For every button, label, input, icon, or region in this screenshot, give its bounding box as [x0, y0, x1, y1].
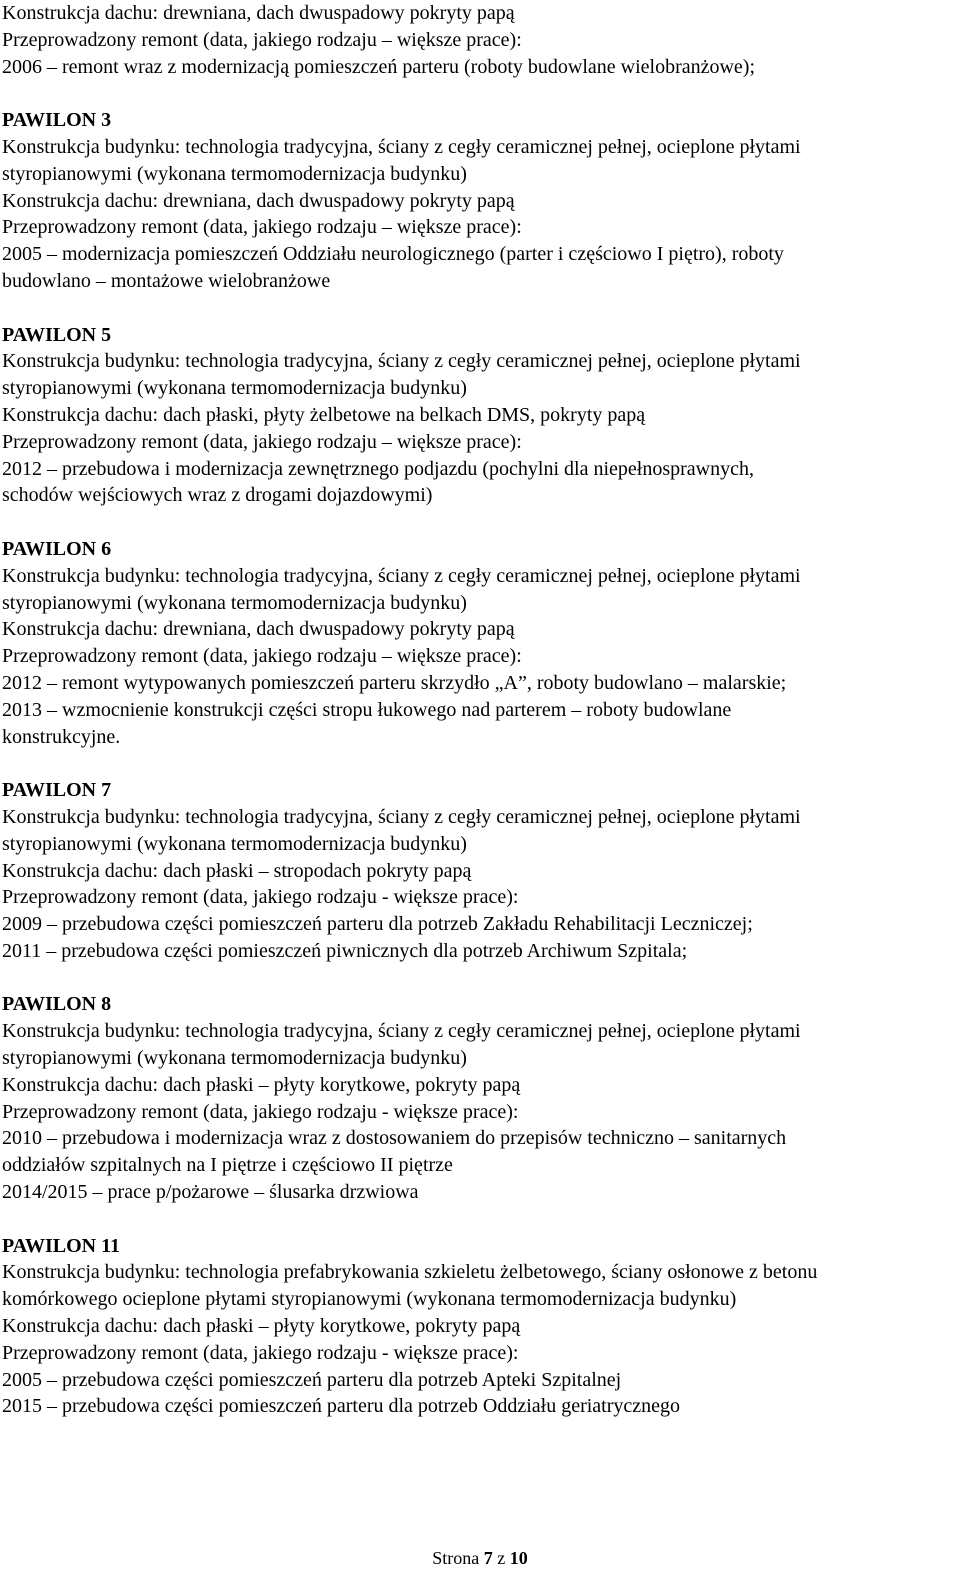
text-line: Konstrukcja dachu: dach płaski, płyty żelbetowe na belkach DMS, pokryty papą: [2, 403, 646, 426]
text-line: komórkowego ocieplone płytami styropianowymi (wykonana termomodernizacja budynku): [2, 1288, 737, 1311]
text-line: Przeprowadzony remont (data, jakiego rodzaju - większe prace):: [2, 1341, 519, 1364]
section-heading: PAWILON 7: [2, 779, 112, 802]
footer-middle: z: [492, 1548, 510, 1568]
section-heading: PAWILON 8: [2, 993, 112, 1016]
text-line: 2005 – modernizacja pomieszczeń Oddziału neurologicznego (parter i częściowo I piętro), roboty: [2, 243, 784, 266]
paragraph-spacer: [2, 965, 958, 992]
section-heading: PAWILON 6: [2, 537, 112, 560]
text-line: Konstrukcja budynku: technologia tradycyjna, ściany z cegły ceramicznej pełnej, ocieplone płytami: [2, 135, 801, 158]
text-line: Konstrukcja budynku: technologia tradycyjna, ściany z cegły ceramicznej pełnej, ocieplone płytami: [2, 805, 801, 828]
text-line: Przeprowadzony remont (data, jakiego rodzaju – większe prace):: [2, 28, 522, 51]
text-line: 2006 – remont wraz z modernizacją pomieszczeń parteru (roboty budowlane wielobranżowe);: [2, 55, 756, 78]
text-line: konstrukcyjne.: [2, 725, 121, 748]
section-heading: PAWILON 5: [2, 323, 112, 346]
paragraph-spacer: [2, 750, 958, 777]
section-heading: PAWILON 3: [2, 109, 112, 132]
text-line: Konstrukcja dachu: dach płaski – płyty korytkowe, pokryty papą: [2, 1073, 521, 1096]
text-line: Przeprowadzony remont (data, jakiego rodzaju - większe prace):: [2, 1100, 519, 1123]
document-body: [2, 0, 958, 1420]
text-line: Konstrukcja dachu: drewniana, dach dwuspadowy pokryty papą: [2, 189, 515, 212]
text-line: Konstrukcja budynku: technologia tradycyjna, ściany z cegły ceramicznej pełnej, ocieplone płytami: [2, 564, 801, 587]
footer-current-page: 7: [483, 1548, 493, 1568]
text-line: Przeprowadzony remont (data, jakiego rodzaju – większe prace):: [2, 216, 522, 239]
section-heading: PAWILON 11: [2, 1234, 120, 1257]
text-line: budowlano – montażowe wielobranżowe: [2, 269, 331, 292]
text-line: 2012 – przebudowa i modernizacja zewnętrznego podjazdu (pochylni dla niepełnosprawnych,: [2, 457, 754, 480]
paragraph-spacer: [2, 295, 958, 322]
footer-total-pages: 10: [509, 1548, 528, 1568]
text-line: 2015 – przebudowa części pomieszczeń parteru dla potrzeb Oddziału geriatrycznego: [2, 1395, 681, 1418]
text-line: Konstrukcja dachu: drewniana, dach dwuspadowy pokryty papą: [2, 2, 515, 24]
text-line: Przeprowadzony remont (data, jakiego rodzaju – większe prace):: [2, 645, 522, 668]
text-line: 2009 – przebudowa części pomieszczeń parteru dla potrzeb Zakładu Rehabilitacji Leczniczej;: [2, 913, 753, 936]
text-line: schodów wejściowych wraz z drogami dojazdowymi): [2, 484, 433, 507]
text-line: 2012 – remont wytypowanych pomieszczeń parteru skrzydło „A”, roboty budowlano – malarskie;: [2, 671, 787, 694]
text-line: styropianowymi (wykonana termomodernizacja budynku): [2, 162, 467, 185]
text-line: Konstrukcja budynku: technologia prefabrykowania szkieletu żelbetowego, ściany osłonowe z betonu: [2, 1261, 818, 1284]
text-line: Konstrukcja dachu: drewniana, dach dwuspadowy pokryty papą: [2, 618, 515, 641]
text-line: styropianowymi (wykonana termomodernizacja budynku): [2, 1047, 467, 1070]
text-line: 2014/2015 – prace p/pożarowe – ślusarka drzwiowa: [2, 1181, 419, 1204]
footer-prefix: Strona: [432, 1548, 484, 1568]
text-line: 2010 – przebudowa i modernizacja wraz z dostosowaniem do przepisów techniczno – sanitarnych: [2, 1127, 787, 1150]
text-line: Przeprowadzony remont (data, jakiego rodzaju – większe prace):: [2, 430, 522, 453]
text-line: Konstrukcja dachu: dach płaski – stropodach pokryty papą: [2, 859, 472, 882]
text-line: styropianowymi (wykonana termomodernizacja budynku): [2, 832, 467, 855]
text-line: 2013 – wzmocnienie konstrukcji części stropu łukowego nad parterem – roboty budowlane: [2, 698, 732, 721]
paragraph-spacer: [2, 1206, 958, 1233]
text-line: Konstrukcja budynku: technologia tradycyjna, ściany z cegły ceramicznej pełnej, ocieplone płytami: [2, 1020, 801, 1043]
text-line: Konstrukcja dachu: dach płaski – płyty korytkowe, pokryty papą: [2, 1315, 521, 1338]
paragraph-spacer: [2, 509, 958, 536]
text-line: Przeprowadzony remont (data, jakiego rodzaju - większe prace):: [2, 886, 519, 909]
text-line: oddziałów szpitalnych na I piętrze i częściowo II piętrze: [2, 1154, 453, 1177]
page-footer: [0, 1546, 960, 1570]
text-line: 2005 – przebudowa części pomieszczeń parteru dla potrzeb Apteki Szpitalnej: [2, 1368, 622, 1391]
text-line: styropianowymi (wykonana termomodernizacja budynku): [2, 377, 467, 400]
text-line: 2011 – przebudowa części pomieszczeń piwnicznych dla potrzeb Archiwum Szpitala;: [2, 939, 688, 962]
text-line: Konstrukcja budynku: technologia tradycyjna, ściany z cegły ceramicznej pełnej, ocieplone płytami: [2, 350, 801, 373]
text-line: styropianowymi (wykonana termomodernizacja budynku): [2, 591, 467, 614]
paragraph-spacer: [2, 80, 958, 107]
